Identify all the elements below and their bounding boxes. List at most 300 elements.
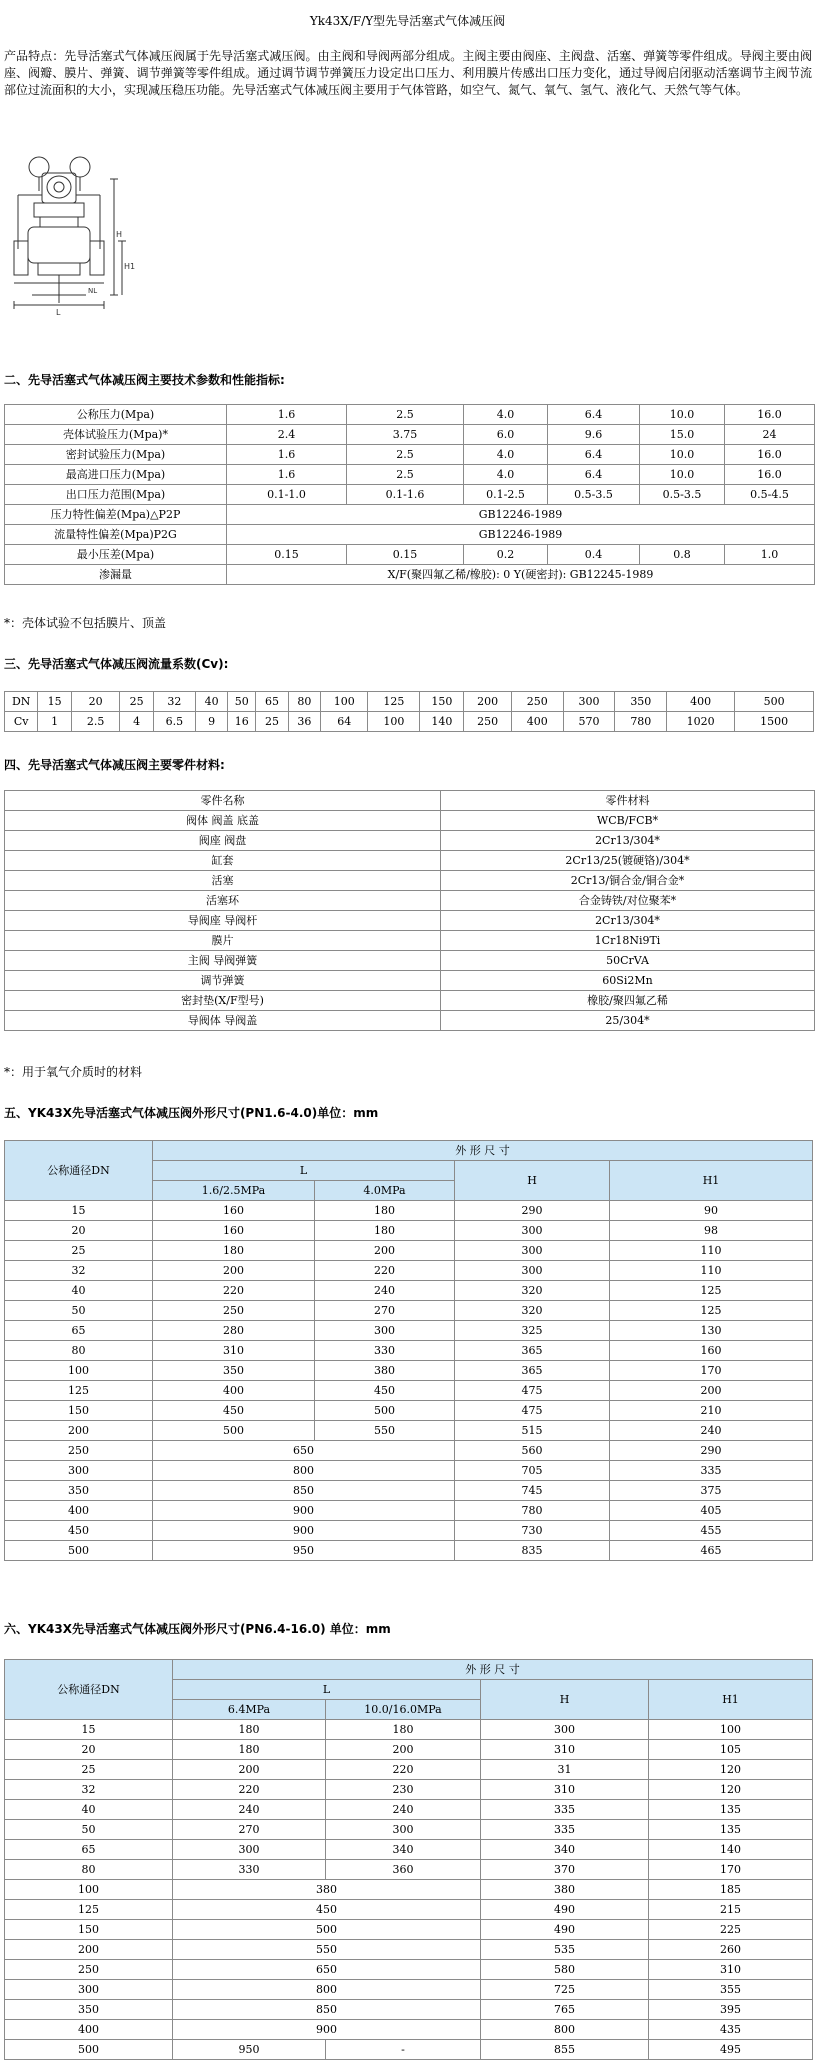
table-cell: 380 — [173, 1880, 481, 1900]
table-cell: 450 — [153, 1401, 315, 1421]
table-cell: 110 — [610, 1261, 813, 1281]
section3-heading: 三、先导活塞式气体减压阀流量系数(Cv): — [4, 657, 229, 671]
table-cell: 25 — [256, 712, 288, 732]
dim-label-h: H — [116, 230, 123, 239]
table-cell: 20 — [5, 1221, 153, 1241]
table-cell: 6.4 — [548, 465, 640, 485]
table-cell: 330 — [315, 1341, 455, 1361]
row-label: 出口压力范围(Mpa) — [5, 485, 227, 505]
table-cell: 2.4 — [227, 425, 347, 445]
table-row — [5, 505, 815, 525]
table-cell: 490 — [481, 1920, 649, 1940]
table-row — [5, 931, 815, 951]
table-cell: 300 — [563, 692, 615, 712]
table-cell: 855 — [481, 2040, 649, 2060]
table-row — [5, 1541, 813, 1561]
part-name: 密封垫(X/F型号) — [5, 991, 441, 1011]
table-cell: 800 — [153, 1461, 455, 1481]
table-cell: 160 — [153, 1201, 315, 1221]
table-row — [5, 2040, 813, 2060]
table-cell: 800 — [173, 1980, 481, 2000]
part-material: 50CrVA — [441, 951, 815, 971]
table-cell: 455 — [610, 1521, 813, 1541]
table-row — [5, 991, 815, 1011]
table-cell: 0.5-4.5 — [725, 485, 815, 505]
table-cell: 380 — [315, 1361, 455, 1381]
table-cell: 9 — [195, 712, 227, 732]
table-cell: 200 — [315, 1241, 455, 1261]
table-cell: 300 — [315, 1321, 455, 1341]
row-label: 渗漏量 — [5, 565, 227, 585]
table-row — [5, 1860, 813, 1880]
table-row — [5, 1900, 813, 1920]
part-name: 主阀 导阀弹簧 — [5, 951, 441, 971]
table-row — [5, 971, 815, 991]
table-row — [5, 891, 815, 911]
table-row — [5, 1780, 813, 1800]
table-cell: 300 — [5, 1461, 153, 1481]
section2-note: *：壳体试验不包括膜片、顶盖 — [4, 616, 167, 630]
table-row — [5, 1840, 813, 1860]
table-cell: 250 — [464, 712, 511, 732]
table-cell: 400 — [153, 1381, 315, 1401]
table-row — [5, 565, 815, 585]
table-cell: GB12246-1989 — [227, 505, 815, 525]
table-row — [5, 1441, 813, 1461]
table-cell: 80 — [288, 692, 320, 712]
part-material: WCB/FCB* — [441, 811, 815, 831]
table-cell: 500 — [735, 692, 814, 712]
table-cell: 200 — [464, 692, 511, 712]
table-row — [5, 871, 815, 891]
table-cell: 250 — [5, 1960, 173, 1980]
table-row — [5, 692, 814, 712]
table-row — [5, 1501, 813, 1521]
table-row — [5, 1261, 813, 1281]
table-row — [5, 1341, 813, 1361]
table-cell: 1500 — [735, 712, 814, 732]
dim-label-l: L — [56, 308, 61, 317]
part-material: 合金铸铁/对位聚苯* — [441, 891, 815, 911]
row-label: DN — [5, 692, 38, 712]
table-cell: 220 — [173, 1780, 326, 1800]
part-name: 活塞 — [5, 871, 441, 891]
table-cell: 150 — [5, 1920, 173, 1940]
table-cell: 380 — [481, 1880, 649, 1900]
table-cell: 200 — [610, 1381, 813, 1401]
table-row — [5, 712, 814, 732]
table-cell: 450 — [173, 1900, 481, 1920]
table-cell: 40 — [5, 1800, 173, 1820]
table-row — [5, 2020, 813, 2040]
table-cell: 0.15 — [227, 545, 347, 565]
table-cell: X/F(聚四氟乙稀/橡胶): 0 Y(硬密封): GB12245-1989 — [227, 565, 815, 585]
part-material: 60Si2Mn — [441, 971, 815, 991]
merged-rows — [5, 1441, 813, 1561]
table-cell: 375 — [610, 1481, 813, 1501]
table-cell: 98 — [610, 1221, 813, 1241]
table-cell: 310 — [649, 1960, 813, 1980]
table-cell: 850 — [153, 1481, 455, 1501]
table-cell: 300 — [455, 1241, 610, 1261]
table-cell: 300 — [326, 1820, 481, 1840]
table-row — [5, 1281, 813, 1301]
table-cell: 300 — [455, 1261, 610, 1281]
table-cell: 31 — [481, 1760, 649, 1780]
table-row — [5, 1421, 813, 1441]
table-cell: 170 — [610, 1361, 813, 1381]
table-cell: 1.6 — [227, 445, 347, 465]
table-cell: 1.6 — [227, 405, 347, 425]
l-header: L — [173, 1680, 481, 1700]
table-cell: 0.1-2.5 — [464, 485, 548, 505]
table-cell: 705 — [455, 1461, 610, 1481]
table-cell: 120 — [649, 1760, 813, 1780]
page-title: Yk43X/F/Y型先导活塞式气体减压阀 — [309, 14, 506, 28]
table-cell: 515 — [455, 1421, 610, 1441]
table-cell: 6.4 — [548, 405, 640, 425]
l-sub-header: 4.0MPa — [315, 1181, 455, 1201]
table-cell: 250 — [5, 1441, 153, 1461]
dimensions-table-pn1-4 — [4, 1140, 813, 1561]
table-cell: 650 — [173, 1960, 481, 1980]
table-cell: 9.6 — [548, 425, 640, 445]
table-row — [5, 1820, 813, 1840]
table-cell: 100 — [5, 1361, 153, 1381]
table-cell: 240 — [326, 1800, 481, 1820]
table-cell: 125 — [5, 1900, 173, 1920]
row-label: 密封试验压力(Mpa) — [5, 445, 227, 465]
table-row — [5, 1920, 813, 1940]
group-header: 外 形 尺 寸 — [173, 1660, 813, 1680]
table-row — [5, 1241, 813, 1261]
flow-coefficient-table — [4, 691, 814, 732]
table-cell: 1020 — [667, 712, 735, 732]
part-name: 活塞环 — [5, 891, 441, 911]
table-cell: 2.5 — [71, 712, 120, 732]
h1-header: H1 — [610, 1161, 813, 1201]
table-cell: 335 — [481, 1800, 649, 1820]
table-cell: 32 — [5, 1261, 153, 1281]
split-rows — [5, 1201, 813, 1441]
table-cell: 320 — [455, 1301, 610, 1321]
table-cell: 400 — [511, 712, 563, 732]
section2-heading: 二、先导活塞式气体减压阀主要技术参数和性能指标: — [4, 373, 285, 387]
table-cell: 100 — [649, 1720, 813, 1740]
table-cell: 215 — [649, 1900, 813, 1920]
table-row — [5, 485, 815, 505]
table-cell: 745 — [455, 1481, 610, 1501]
table-cell: 4 — [120, 712, 153, 732]
table-cell: 340 — [326, 1840, 481, 1860]
row-label: 壳体试验压力(Mpa)* — [5, 425, 227, 445]
table-cell: 0.15 — [347, 545, 464, 565]
table-cell: 15 — [38, 692, 71, 712]
row-label: 压力特性偏差(Mpa)△P2P — [5, 505, 227, 525]
table-cell: 2.5 — [347, 445, 464, 465]
table-cell: 400 — [5, 1501, 153, 1521]
table-cell: 64 — [321, 712, 368, 732]
table-cell: 580 — [481, 1960, 649, 1980]
table-cell: 0.1-1.6 — [347, 485, 464, 505]
intro-paragraph: 产品特点：先导活塞式气体减压阀属于先导活塞式减压阀。由主阀和导阀两部分组成。主阀主要由阀座、主阀盘、活塞、弹簧等零件组成。导阀主要由阀座、阀瓣、膜片、弹簧、调节弹簧等零件组成。通过调节调节弹簧压力设定出口压力、利用膜片传感出口压力变化，通过导阀启闭驱动活塞调节主阀节流部位过流面积的大小，实现减压稳压功能。先导活塞式气体减压阀主要用于气体管路，如空气、氮气、氧气、氢气、液化气、天然气等气体。 — [4, 49, 812, 97]
table-cell: 15 — [5, 1201, 153, 1221]
table-cell: 500 — [5, 2040, 173, 2060]
table-cell: 140 — [649, 1840, 813, 1860]
table-cell: 10.0 — [640, 465, 725, 485]
table-cell: 950 — [153, 1541, 455, 1561]
table-cell: 300 — [481, 1720, 649, 1740]
table-row — [5, 791, 815, 811]
table-cell: 500 — [173, 1920, 481, 1940]
table-cell: 125 — [5, 1381, 153, 1401]
table-cell: 650 — [153, 1441, 455, 1461]
table-cell: 550 — [173, 1940, 481, 1960]
table-cell: 725 — [481, 1980, 649, 2000]
table-cell: 435 — [649, 2020, 813, 2040]
table-cell: 10.0 — [640, 405, 725, 425]
table-row — [5, 1760, 813, 1780]
table-cell: 350 — [615, 692, 667, 712]
table-cell: - — [326, 2040, 481, 2060]
table-cell: 100 — [368, 712, 420, 732]
table-cell: 1.0 — [725, 545, 815, 565]
table-cell: 40 — [5, 1281, 153, 1301]
table-cell: 170 — [649, 1860, 813, 1880]
table-cell: 160 — [153, 1221, 315, 1241]
table-cell: 40 — [195, 692, 227, 712]
table-row — [5, 425, 815, 445]
table-cell: 450 — [315, 1381, 455, 1401]
table-cell: 535 — [481, 1940, 649, 1960]
dimensions-table-pn6-16 — [4, 1659, 813, 2060]
table-cell: 225 — [649, 1920, 813, 1940]
table-cell: 500 — [315, 1401, 455, 1421]
table-cell: 25 — [120, 692, 153, 712]
table-cell: 0.8 — [640, 545, 725, 565]
table-cell: 120 — [649, 1780, 813, 1800]
table-cell: 560 — [455, 1441, 610, 1461]
table-cell: 500 — [5, 1541, 153, 1561]
table-cell: 100 — [5, 1880, 173, 1900]
table-row — [5, 1361, 813, 1381]
part-material: 25/304* — [441, 1011, 815, 1031]
table-cell: 800 — [481, 2020, 649, 2040]
table-cell: 570 — [563, 712, 615, 732]
table-row — [5, 1301, 813, 1321]
table-row — [5, 465, 815, 485]
table-cell: 300 — [455, 1221, 610, 1241]
table-cell: 25 — [5, 1241, 153, 1261]
table-cell: 135 — [649, 1820, 813, 1840]
table-cell: 240 — [315, 1281, 455, 1301]
table-row — [5, 1720, 813, 1740]
tech-params-table — [4, 404, 815, 585]
table-cell: 730 — [455, 1521, 610, 1541]
table-cell: 180 — [153, 1241, 315, 1261]
table-cell: 0.4 — [548, 545, 640, 565]
dim-label-nl: NL — [88, 287, 98, 295]
table-row — [5, 545, 815, 565]
section4-note: *：用于氧气介质时的材料 — [4, 1065, 143, 1079]
table-cell: 320 — [455, 1281, 610, 1301]
table-row — [5, 951, 815, 971]
row-label: 流量特性偏差(Mpa)P2G — [5, 525, 227, 545]
table-cell: 495 — [649, 2040, 813, 2060]
table-cell: 900 — [173, 2020, 481, 2040]
table-cell: 110 — [610, 1241, 813, 1261]
table-cell: 32 — [5, 1780, 173, 1800]
table-cell: 490 — [481, 1900, 649, 1920]
table-cell: 240 — [610, 1421, 813, 1441]
table-row — [5, 1381, 813, 1401]
section4-heading: 四、先导活塞式气体减压阀主要零件材料: — [4, 758, 225, 772]
table-cell: 280 — [153, 1321, 315, 1341]
table-cell: 65 — [5, 1840, 173, 1860]
table-cell: 2.5 — [347, 405, 464, 425]
table-row — [5, 911, 815, 931]
section5-heading: 五、YK43X先导活塞式气体减压阀外形尺寸(PN1.6-4.0)单位：mm — [4, 1106, 379, 1120]
table-cell: 300 — [173, 1840, 326, 1860]
table-cell: 395 — [649, 2000, 813, 2020]
table-cell: 4.0 — [464, 465, 548, 485]
dn-header: 公称通径DN — [5, 1660, 173, 1720]
table-cell: 835 — [455, 1541, 610, 1561]
table-row — [5, 1960, 813, 1980]
table-cell: 270 — [315, 1301, 455, 1321]
table-cell: 250 — [511, 692, 563, 712]
table-row — [5, 1401, 813, 1421]
table-cell: 185 — [649, 1880, 813, 1900]
table-cell: 16.0 — [725, 445, 815, 465]
table-cell: 0.1-1.0 — [227, 485, 347, 505]
table-cell: 355 — [649, 1980, 813, 2000]
h1-header: H1 — [649, 1680, 813, 1720]
h-header: H — [481, 1680, 649, 1720]
table-header-row — [5, 1660, 813, 1680]
table-cell: 340 — [481, 1840, 649, 1860]
table-cell: 780 — [615, 712, 667, 732]
table-row — [5, 1740, 813, 1760]
table-row — [5, 1461, 813, 1481]
merged-rows — [5, 1880, 813, 2040]
table-cell: 20 — [5, 1740, 173, 1760]
table-cell: 270 — [173, 1820, 326, 1840]
row-label: 最小压差(Mpa) — [5, 545, 227, 565]
table-cell: 50 — [5, 1301, 153, 1321]
table-cell: 100 — [321, 692, 368, 712]
table-cell: 4.0 — [464, 405, 548, 425]
valve-drawing — [4, 145, 204, 345]
row-label: Cv — [5, 712, 38, 732]
table-cell: 125 — [610, 1281, 813, 1301]
table-cell: 4.0 — [464, 445, 548, 465]
column-header: 零件名称 — [5, 791, 441, 811]
table-cell: 405 — [610, 1501, 813, 1521]
table-cell: 310 — [481, 1780, 649, 1800]
table-row — [5, 1980, 813, 2000]
section6-heading: 六、YK43X先导活塞式气体减压阀外形尺寸(PN6.4-16.0) 单位：mm — [4, 1622, 391, 1636]
table-row — [5, 405, 815, 425]
table-cell: 65 — [5, 1321, 153, 1341]
table-cell: 15 — [5, 1720, 173, 1740]
table-cell: 550 — [315, 1421, 455, 1441]
l-sub-header: 1.6/2.5MPa — [153, 1181, 315, 1201]
table-cell: 65 — [256, 692, 288, 712]
column-header: 零件材料 — [441, 791, 815, 811]
table-cell: 350 — [5, 2000, 173, 2020]
part-material: 2Cr13/304* — [441, 831, 815, 851]
table-cell: 0.5-3.5 — [548, 485, 640, 505]
l-sub-header: 6.4MPa — [173, 1700, 326, 1720]
table-cell: 450 — [5, 1521, 153, 1541]
table-cell: 765 — [481, 2000, 649, 2020]
table-row — [5, 1481, 813, 1501]
table-cell: 0.2 — [464, 545, 548, 565]
table-cell: 125 — [610, 1301, 813, 1321]
table-cell: 16 — [228, 712, 256, 732]
table-cell: 400 — [667, 692, 735, 712]
table-cell: 6.4 — [548, 445, 640, 465]
table-cell: 950 — [173, 2040, 326, 2060]
table-cell: 50 — [228, 692, 256, 712]
table-cell: 330 — [173, 1860, 326, 1880]
table-cell: 150 — [5, 1401, 153, 1421]
table-cell: 210 — [610, 1401, 813, 1421]
table-cell: 240 — [173, 1800, 326, 1820]
table-cell: 16.0 — [725, 465, 815, 485]
table-cell: 25 — [5, 1760, 173, 1780]
table-cell: 180 — [326, 1720, 481, 1740]
part-name: 导阀座 导阀杆 — [5, 911, 441, 931]
table-cell: 180 — [315, 1201, 455, 1221]
table-cell: 475 — [455, 1381, 610, 1401]
table-cell: 10.0 — [640, 445, 725, 465]
dim-label-h1: H1 — [124, 262, 136, 271]
part-material: 1Cr18Ni9Ti — [441, 931, 815, 951]
table-cell: 335 — [610, 1461, 813, 1481]
table-cell: 160 — [610, 1341, 813, 1361]
table-row — [5, 2000, 813, 2020]
table-cell: 370 — [481, 1860, 649, 1880]
table-cell: 90 — [610, 1201, 813, 1221]
table-cell: 200 — [5, 1421, 153, 1441]
table-cell: 230 — [326, 1780, 481, 1800]
table-cell: 300 — [5, 1980, 173, 2000]
l-header: L — [153, 1161, 455, 1181]
table-cell: 365 — [455, 1361, 610, 1381]
table-cell: 105 — [649, 1740, 813, 1760]
row-label: 公称压力(Mpa) — [5, 405, 227, 425]
l-sub-header: 10.0/16.0MPa — [326, 1700, 481, 1720]
table-row — [5, 831, 815, 851]
table-cell: 900 — [153, 1501, 455, 1521]
table-cell: 16.0 — [725, 405, 815, 425]
table-cell: 250 — [153, 1301, 315, 1321]
table-row — [5, 1011, 815, 1031]
table-cell: 80 — [5, 1341, 153, 1361]
table-cell: 335 — [481, 1820, 649, 1840]
table-row — [5, 525, 815, 545]
table-cell: 850 — [173, 2000, 481, 2020]
table-cell: 125 — [368, 692, 420, 712]
table-cell: 310 — [481, 1740, 649, 1760]
table-cell: 220 — [315, 1261, 455, 1281]
table-cell: 500 — [153, 1421, 315, 1441]
table-cell: 36 — [288, 712, 320, 732]
table-row — [5, 851, 815, 871]
table-cell: 365 — [455, 1341, 610, 1361]
